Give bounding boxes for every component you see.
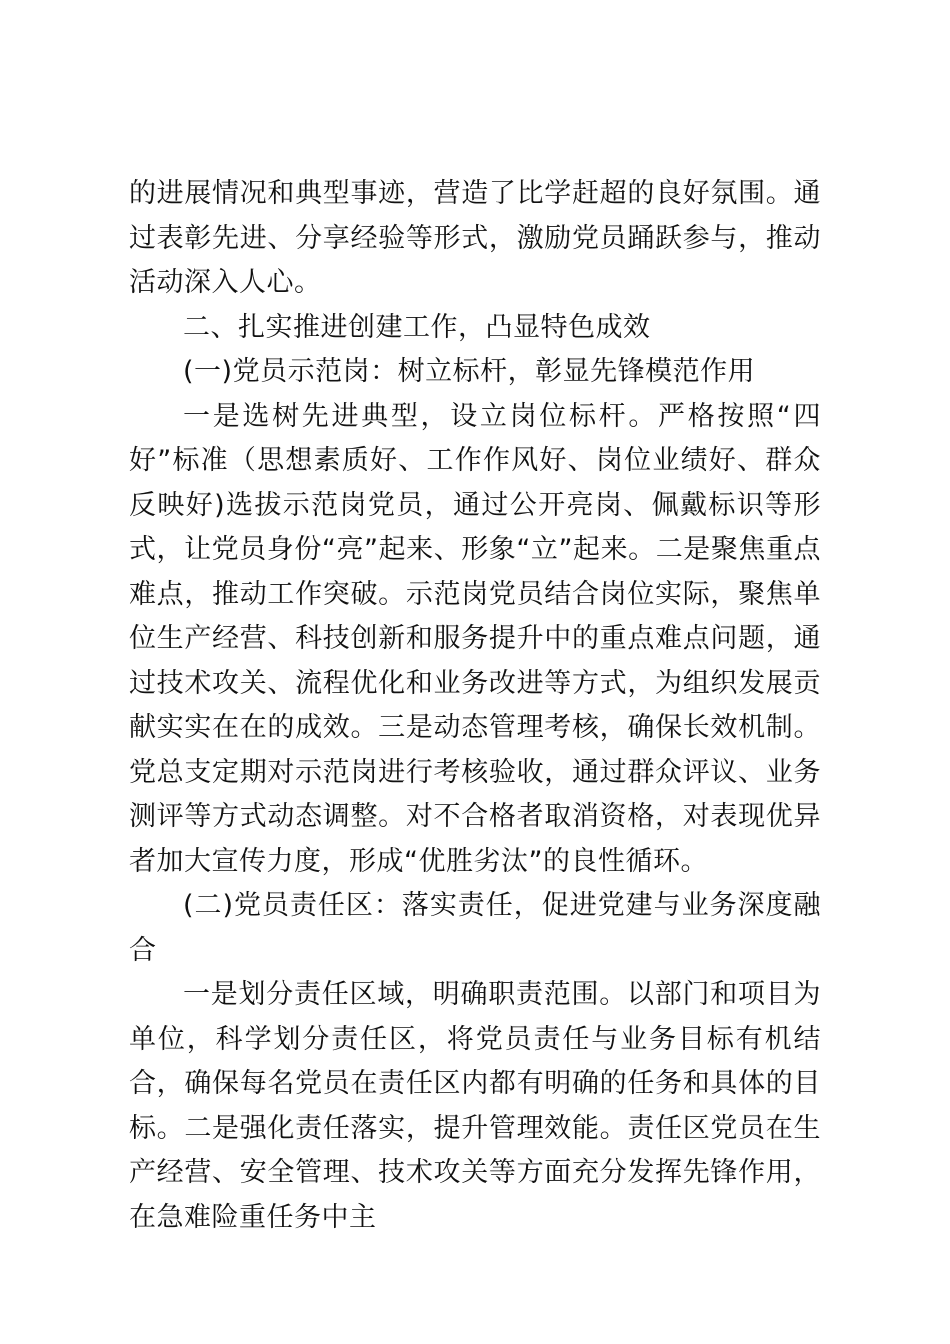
subsection-heading-1: (一)党员示范岗：树立标杆，彰显先锋模范作用 [183,356,756,387]
subsection-heading-2: (二)党员责任区：落实责任，促进党建与业务深度融合 [129,890,821,966]
paragraph-continuation: 的进展情况和典型事迹，营造了比学赶超的良好氛围。通过表彰先进、分享经验等形式，激励党员踊跃参与，推动活动深入人心。 [129,178,821,298]
document-body [129,172,821,1240]
section-heading: 二、扎实推进创建工作，凸显特色成效 [183,311,651,343]
paragraph-responsibility-zone: 一是划分责任区域，明确职责范围。以部门和项目为单位，科学划分责任区，将党员责任与业务目标有机结合，确保每名党员在责任区内都有明确的任务和具体的目标。二是强化责任落实，提升管理效能。责任区党员在生产经营、安全管理、技术攻关等方面充分发挥先锋作用，在急难险重任务中主 [129,979,821,1233]
paragraph-model-post: 一是选树先进典型，设立岗位标杆。严格按照“四好”标准（思想素质好、工作作风好、岗位业绩好、群众反映好)选拔示范岗党员，通过公开亮岗、佩戴标识等形式，让党员身份“亮”起来、形象“立”起来。二是聚焦重点难点，推动工作突破。示范岗党员结合岗位实际，聚焦单位生产经营、科技创新和服务提升中的重点难点问题，通过技术攻关、流程优化和业务改进等方式，为组织发展贡献实实在在的成效。三是动态管理考核，确保长效机制。党总支定期对示范岗进行考核验收，通过群众评议、业务测评等方式动态调整。对不合格者取消资格，对表现优异者加大宣传力度，形成“优胜劣汰”的良性循环。 [129,400,821,877]
